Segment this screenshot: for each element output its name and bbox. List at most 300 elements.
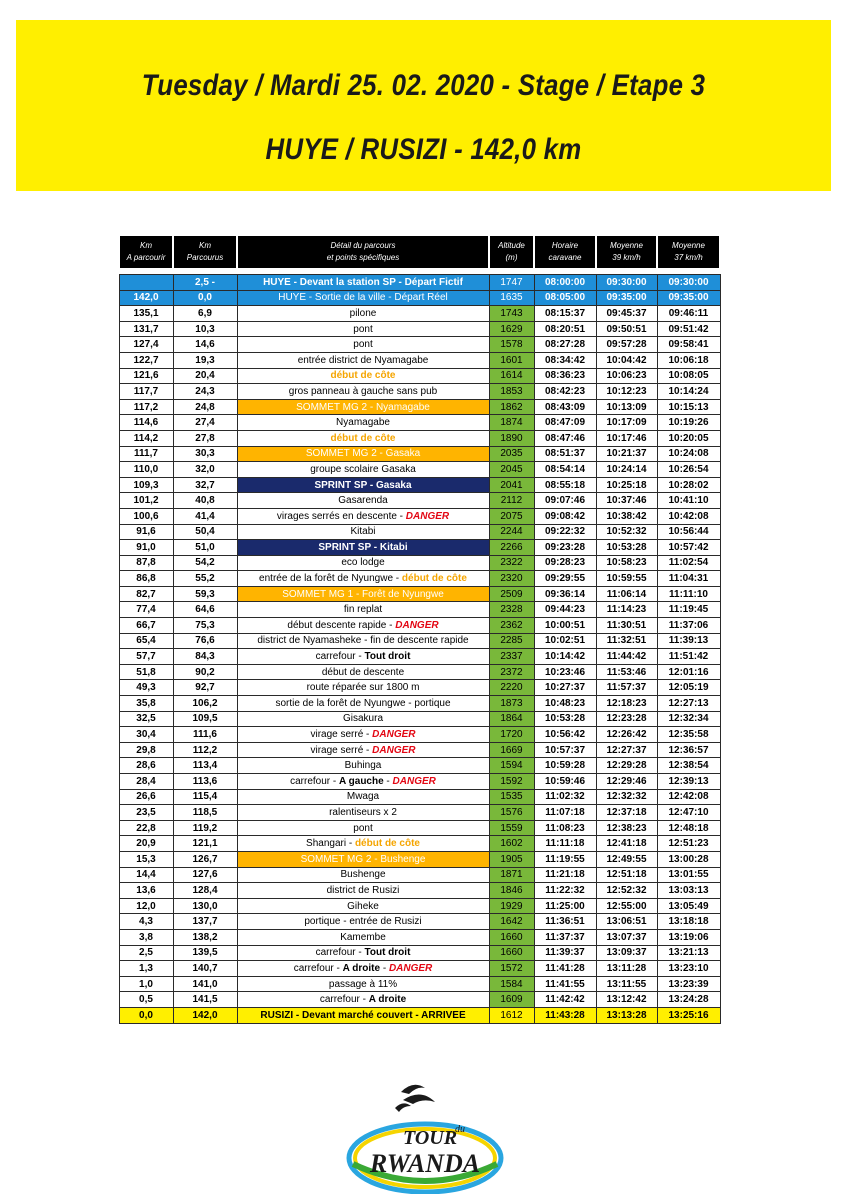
km-done-cell: 90,2 — [173, 664, 237, 680]
avg-39-time-cell: 10:38:42 — [596, 508, 657, 524]
detail-text: virage serré - — [310, 744, 373, 756]
km-done-cell: 19,3 — [173, 352, 237, 368]
caravan-time-cell: 08:36:23 — [534, 368, 596, 384]
km-to-go-cell: 29,8 — [119, 742, 173, 758]
avg-37-time-cell: 12:51:23 — [657, 836, 720, 852]
avg-39-time-cell: 10:21:37 — [596, 446, 657, 462]
table-row — [119, 618, 720, 634]
route-detail-cell — [237, 961, 489, 977]
km-to-go-cell: 0,0 — [119, 1007, 173, 1023]
km-done-cell: 27,4 — [173, 415, 237, 431]
avg-37-time-cell: 13:05:49 — [657, 898, 720, 914]
km-done-cell: 27,8 — [173, 430, 237, 446]
route-detail-cell — [237, 321, 489, 337]
route-detail-cell — [237, 415, 489, 431]
detail-text: HUYE - Sortie de la ville - Départ Réel — [278, 292, 448, 304]
km-done-cell: 32,7 — [173, 477, 237, 493]
detail-text: Kamembe — [340, 931, 386, 943]
caravan-time-cell: 08:51:37 — [534, 446, 596, 462]
km-done-cell: 10,3 — [173, 321, 237, 337]
route-detail-cell — [237, 836, 489, 852]
km-to-go-cell: 135,1 — [119, 306, 173, 322]
table-row — [119, 961, 720, 977]
avg-39-time-cell: 10:59:55 — [596, 571, 657, 587]
altitude-cell: 1601 — [489, 352, 534, 368]
altitude-cell: 1864 — [489, 711, 534, 727]
route-detail-cell — [237, 540, 489, 556]
km-to-go-cell: 91,0 — [119, 540, 173, 556]
route-detail-cell — [237, 399, 489, 415]
caravan-time-cell: 08:34:42 — [534, 352, 596, 368]
table-row — [119, 399, 720, 415]
altitude-cell: 2509 — [489, 586, 534, 602]
table-row — [119, 524, 720, 540]
route-detail-cell — [237, 555, 489, 571]
altitude-cell: 1660 — [489, 929, 534, 945]
caravan-time-cell: 09:08:42 — [534, 508, 596, 524]
altitude-cell: 1846 — [489, 883, 534, 899]
avg-37-time-cell: 10:24:08 — [657, 446, 720, 462]
table-row — [119, 462, 720, 478]
table-row — [119, 337, 720, 353]
caravan-time-cell: 08:00:00 — [534, 275, 596, 291]
avg-37-time-cell: 11:39:13 — [657, 633, 720, 649]
col-header-altitude: Altitude (m) — [489, 236, 534, 268]
table-row — [119, 976, 720, 992]
table-row — [119, 571, 720, 587]
altitude-cell: 1743 — [489, 306, 534, 322]
km-done-cell: 113,4 — [173, 758, 237, 774]
avg-39-time-cell: 11:32:51 — [596, 633, 657, 649]
km-done-cell: 137,7 — [173, 914, 237, 930]
km-done-cell: 119,2 — [173, 820, 237, 836]
detail-text: SOMMET MG 2 - Gasaka — [305, 448, 421, 460]
col-header-detail: Détail du parcours et points spécifiques — [237, 236, 489, 268]
detail-text: virage serré - — [310, 729, 373, 741]
km-to-go-cell: 77,4 — [119, 602, 173, 618]
table-row — [119, 805, 720, 821]
route-detail-cell — [237, 883, 489, 899]
route-detail-cell — [237, 290, 489, 306]
caravan-time-cell: 10:00:51 — [534, 618, 596, 634]
altitude-cell: 1905 — [489, 851, 534, 867]
altitude-cell: 1720 — [489, 727, 534, 743]
detail-text: pilone — [349, 307, 377, 319]
km-done-cell: 118,5 — [173, 805, 237, 821]
danger-label: DANGER — [405, 510, 450, 522]
avg-39-time-cell: 12:29:46 — [596, 774, 657, 790]
avg-39-time-cell: 11:14:23 — [596, 602, 657, 618]
avg-37-time-cell: 13:18:18 — [657, 914, 720, 930]
km-done-cell: 24,8 — [173, 399, 237, 415]
avg-39-time-cell: 11:06:14 — [596, 586, 657, 602]
altitude-cell: 2244 — [489, 524, 534, 540]
detail-text: carrefour - — [290, 775, 340, 787]
route-detail-cell — [237, 851, 489, 867]
km-to-go-cell: 65,4 — [119, 633, 173, 649]
km-to-go-cell: 20,9 — [119, 836, 173, 852]
caravan-time-cell: 09:07:46 — [534, 493, 596, 509]
km-to-go-cell: 109,3 — [119, 477, 173, 493]
km-done-cell: 141,5 — [173, 992, 237, 1008]
altitude-cell: 1642 — [489, 914, 534, 930]
caravan-time-cell: 11:37:37 — [534, 929, 596, 945]
km-done-cell: 64,6 — [173, 602, 237, 618]
km-to-go-cell: 114,2 — [119, 430, 173, 446]
avg-37-time-cell: 12:36:57 — [657, 742, 720, 758]
route-detail-cell — [237, 571, 489, 587]
avg-37-time-cell: 12:05:19 — [657, 680, 720, 696]
table-row — [119, 384, 720, 400]
route-detail-cell — [237, 680, 489, 696]
avg-37-time-cell: 12:39:13 — [657, 774, 720, 790]
km-to-go-cell: 127,4 — [119, 337, 173, 353]
km-to-go-cell: 49,3 — [119, 680, 173, 696]
altitude-cell: 2285 — [489, 633, 534, 649]
caravan-time-cell: 10:59:28 — [534, 758, 596, 774]
table-row — [119, 415, 720, 431]
km-done-cell: 55,2 — [173, 571, 237, 587]
detail-text: Gasarenda — [338, 495, 388, 507]
km-to-go-cell: 0,5 — [119, 992, 173, 1008]
route-detail-cell — [237, 352, 489, 368]
avg-39-time-cell: 12:27:37 — [596, 742, 657, 758]
table-row — [119, 789, 720, 805]
table-row — [119, 696, 720, 712]
avg-37-time-cell: 12:48:18 — [657, 820, 720, 836]
km-done-cell: 112,2 — [173, 742, 237, 758]
table-row — [119, 446, 720, 462]
km-to-go-cell: 51,8 — [119, 664, 173, 680]
km-done-cell: 54,2 — [173, 555, 237, 571]
km-to-go-cell — [119, 275, 173, 291]
route-detail-cell — [237, 384, 489, 400]
km-to-go-cell: 28,4 — [119, 774, 173, 790]
km-done-cell: 115,4 — [173, 789, 237, 805]
col-header-avg-39: Moyenne 39 km/h — [596, 236, 657, 268]
detail-text: Shangari - — [306, 838, 355, 850]
km-to-go-cell: 28,6 — [119, 758, 173, 774]
km-done-cell: 32,0 — [173, 462, 237, 478]
table-body — [119, 275, 720, 1024]
avg-37-time-cell: 13:03:13 — [657, 883, 720, 899]
caravan-time-cell: 11:07:18 — [534, 805, 596, 821]
km-to-go-cell: 30,4 — [119, 727, 173, 743]
caravan-time-cell: 10:02:51 — [534, 633, 596, 649]
danger-label: DANGER — [392, 775, 436, 787]
route-detail-cell — [237, 789, 489, 805]
altitude-cell: 1612 — [489, 1007, 534, 1023]
avg-39-time-cell: 12:49:55 — [596, 851, 657, 867]
climb-start-label: début de côte — [354, 838, 420, 850]
avg-39-time-cell: 13:13:28 — [596, 1007, 657, 1023]
avg-37-time-cell: 11:19:45 — [657, 602, 720, 618]
avg-37-time-cell: 10:19:26 — [657, 415, 720, 431]
table-row — [119, 945, 720, 961]
table-row — [119, 368, 720, 384]
altitude-cell: 1592 — [489, 774, 534, 790]
caravan-time-cell: 08:15:37 — [534, 306, 596, 322]
avg-37-time-cell: 10:28:02 — [657, 477, 720, 493]
table-row — [119, 711, 720, 727]
detail-text: SOMMET MG 1 - Forêt de Nyungwe — [282, 588, 444, 600]
avg-39-time-cell: 10:12:23 — [596, 384, 657, 400]
detail-text: ralentiseurs x 2 — [329, 806, 397, 818]
altitude-cell: 2035 — [489, 446, 534, 462]
route-detail-cell — [237, 493, 489, 509]
km-to-go-cell: 1,0 — [119, 976, 173, 992]
danger-label: DANGER — [388, 962, 433, 974]
route-detail-cell — [237, 664, 489, 680]
detail-text: gros panneau à gauche sans pub — [288, 385, 438, 397]
km-to-go-cell: 121,6 — [119, 368, 173, 384]
climb-start-label: début de côte — [330, 370, 396, 382]
detail-text: fin replat — [343, 604, 383, 616]
table-row — [119, 352, 720, 368]
km-to-go-cell: 66,7 — [119, 618, 173, 634]
avg-39-time-cell: 11:53:46 — [596, 664, 657, 680]
route-detail-cell — [237, 337, 489, 353]
detail-text: pont — [353, 339, 373, 351]
table-row — [119, 633, 720, 649]
caravan-time-cell: 11:42:42 — [534, 992, 596, 1008]
km-done-cell: 109,5 — [173, 711, 237, 727]
detail-text: Tout droit — [364, 651, 411, 663]
avg-39-time-cell: 12:38:23 — [596, 820, 657, 836]
caravan-time-cell: 10:14:42 — [534, 649, 596, 665]
altitude-cell: 2266 — [489, 540, 534, 556]
avg-39-time-cell: 10:13:09 — [596, 399, 657, 415]
stage-header — [16, 20, 831, 191]
altitude-cell: 1890 — [489, 430, 534, 446]
avg-37-time-cell: 12:47:10 — [657, 805, 720, 821]
route-detail-cell — [237, 368, 489, 384]
detail-text: SPRINT SP - Kitabi — [318, 541, 408, 553]
avg-39-time-cell: 12:26:42 — [596, 727, 657, 743]
avg-39-time-cell: 12:37:18 — [596, 805, 657, 821]
detail-text: A droite — [342, 962, 381, 974]
km-done-cell: 141,0 — [173, 976, 237, 992]
route-detail-cell — [237, 758, 489, 774]
table-row — [119, 820, 720, 836]
altitude-cell: 1874 — [489, 415, 534, 431]
km-to-go-cell: 131,7 — [119, 321, 173, 337]
avg-37-time-cell: 10:15:13 — [657, 399, 720, 415]
climb-start-label: début de côte — [330, 432, 396, 444]
caravan-time-cell: 08:47:46 — [534, 430, 596, 446]
detail-text: passage à 11% — [328, 978, 398, 990]
km-done-cell: 59,3 — [173, 586, 237, 602]
table-row — [119, 1007, 720, 1023]
km-done-cell: 40,8 — [173, 493, 237, 509]
km-to-go-cell: 12,0 — [119, 898, 173, 914]
detail-text: A droite — [368, 994, 407, 1006]
avg-39-time-cell: 10:17:09 — [596, 415, 657, 431]
caravan-time-cell: 11:41:28 — [534, 961, 596, 977]
altitude-cell: 1576 — [489, 805, 534, 821]
km-done-cell: 138,2 — [173, 929, 237, 945]
avg-37-time-cell: 10:26:54 — [657, 462, 720, 478]
avg-39-time-cell: 10:04:42 — [596, 352, 657, 368]
detail-text: SPRINT SP - Gasaka — [314, 479, 412, 491]
altitude-cell: 2075 — [489, 508, 534, 524]
km-done-cell: 92,7 — [173, 680, 237, 696]
col-header-avg-37: Moyenne 37 km/h — [657, 236, 720, 268]
altitude-cell: 1609 — [489, 992, 534, 1008]
route-detail-cell — [237, 914, 489, 930]
route-detail-cell — [237, 976, 489, 992]
km-done-cell: 76,6 — [173, 633, 237, 649]
avg-37-time-cell: 12:42:08 — [657, 789, 720, 805]
detail-text: entrée district de Nyamagabe — [297, 354, 429, 366]
altitude-cell: 1660 — [489, 945, 534, 961]
detail-text: carrefour - — [315, 947, 365, 959]
table-row — [119, 774, 720, 790]
route-detail-cell — [237, 633, 489, 649]
avg-39-time-cell: 09:30:00 — [596, 275, 657, 291]
climb-start-label: début de côte — [401, 573, 467, 585]
avg-39-time-cell: 11:57:37 — [596, 680, 657, 696]
km-done-cell: 50,4 — [173, 524, 237, 540]
avg-37-time-cell: 12:35:58 — [657, 727, 720, 743]
avg-39-time-cell: 13:12:42 — [596, 992, 657, 1008]
km-to-go-cell: 87,8 — [119, 555, 173, 571]
km-done-cell: 142,0 — [173, 1007, 237, 1023]
avg-39-time-cell: 12:32:32 — [596, 789, 657, 805]
caravan-time-cell: 08:05:00 — [534, 290, 596, 306]
altitude-cell: 2362 — [489, 618, 534, 634]
km-to-go-cell: 101,2 — [119, 493, 173, 509]
km-to-go-cell: 110,0 — [119, 462, 173, 478]
avg-37-time-cell: 13:24:28 — [657, 992, 720, 1008]
altitude-cell: 2328 — [489, 602, 534, 618]
table-row — [119, 586, 720, 602]
avg-37-time-cell: 10:57:42 — [657, 540, 720, 556]
table-row — [119, 851, 720, 867]
km-to-go-cell: 4,3 — [119, 914, 173, 930]
km-done-cell: 140,7 — [173, 961, 237, 977]
km-to-go-cell: 91,6 — [119, 524, 173, 540]
detail-text: pont — [353, 323, 373, 335]
caravan-time-cell: 08:43:09 — [534, 399, 596, 415]
km-done-cell: 20,4 — [173, 368, 237, 384]
detail-text: eco lodge — [341, 557, 385, 569]
route-detail-cell — [237, 462, 489, 478]
caravan-time-cell: 11:21:18 — [534, 867, 596, 883]
table-row — [119, 929, 720, 945]
altitude-cell: 1614 — [489, 368, 534, 384]
avg-37-time-cell: 10:41:10 — [657, 493, 720, 509]
route-detail-cell — [237, 711, 489, 727]
route-detail-cell — [237, 649, 489, 665]
altitude-cell: 1584 — [489, 976, 534, 992]
km-done-cell: 128,4 — [173, 883, 237, 899]
avg-37-time-cell: 09:35:00 — [657, 290, 720, 306]
km-to-go-cell: 86,8 — [119, 571, 173, 587]
km-to-go-cell: 3,8 — [119, 929, 173, 945]
danger-label: DANGER — [395, 619, 439, 631]
route-detail-cell — [237, 805, 489, 821]
avg-39-time-cell: 13:11:28 — [596, 961, 657, 977]
table-row — [119, 649, 720, 665]
detail-text: début descente rapide - — [287, 619, 396, 631]
route-detail-cell — [237, 992, 489, 1008]
km-to-go-cell: 1,3 — [119, 961, 173, 977]
table-row — [119, 742, 720, 758]
route-detail-cell — [237, 774, 489, 790]
km-done-cell: 111,6 — [173, 727, 237, 743]
altitude-cell: 2220 — [489, 680, 534, 696]
detail-text: portique - entrée de Rusizi — [304, 916, 422, 928]
avg-39-time-cell: 13:11:55 — [596, 976, 657, 992]
caravan-time-cell: 10:27:37 — [534, 680, 596, 696]
caravan-time-cell: 09:29:55 — [534, 571, 596, 587]
table-row — [119, 508, 720, 524]
table-row — [119, 914, 720, 930]
avg-39-time-cell: 12:55:00 — [596, 898, 657, 914]
altitude-cell: 1853 — [489, 384, 534, 400]
col-header-km-done: Km Parcourus — [173, 236, 237, 268]
avg-39-time-cell: 09:35:00 — [596, 290, 657, 306]
km-done-cell: 0,0 — [173, 290, 237, 306]
km-to-go-cell: 100,6 — [119, 508, 173, 524]
km-done-cell: 75,3 — [173, 618, 237, 634]
km-done-cell: 113,6 — [173, 774, 237, 790]
km-done-cell: 127,6 — [173, 867, 237, 883]
caravan-time-cell: 08:27:28 — [534, 337, 596, 353]
route-detail-cell — [237, 508, 489, 524]
caravan-time-cell: 08:55:18 — [534, 477, 596, 493]
avg-37-time-cell: 13:00:28 — [657, 851, 720, 867]
detail-text: sortie de la forêt de Nyungwe - portique — [275, 697, 451, 709]
avg-37-time-cell: 10:08:05 — [657, 368, 720, 384]
stage-route-title: HUYE / RUSIZI - 142,0 km — [265, 133, 582, 166]
km-to-go-cell: 15,3 — [119, 851, 173, 867]
avg-37-time-cell: 12:01:16 — [657, 664, 720, 680]
caravan-time-cell: 08:42:23 — [534, 384, 596, 400]
km-done-cell: 139,5 — [173, 945, 237, 961]
detail-text: A gauche — [339, 775, 384, 787]
avg-39-time-cell: 12:29:28 — [596, 758, 657, 774]
caravan-time-cell: 11:11:18 — [534, 836, 596, 852]
km-done-cell: 6,9 — [173, 306, 237, 322]
avg-37-time-cell: 12:38:54 — [657, 758, 720, 774]
km-done-cell: 126,7 — [173, 851, 237, 867]
altitude-cell: 2322 — [489, 555, 534, 571]
detail-text: SOMMET MG 2 - Bushenge — [300, 853, 426, 865]
km-to-go-cell: 114,6 — [119, 415, 173, 431]
detail-text: virages serrés en descente - — [276, 510, 406, 522]
km-done-cell: 30,3 — [173, 446, 237, 462]
caravan-time-cell: 11:36:51 — [534, 914, 596, 930]
avg-39-time-cell: 10:58:23 — [596, 555, 657, 571]
detail-text: Bushenge — [340, 869, 386, 881]
route-detail-cell — [237, 820, 489, 836]
detail-text: - — [383, 775, 393, 787]
danger-label: DANGER — [372, 729, 416, 741]
detail-text: Kitabi — [350, 526, 376, 538]
km-to-go-cell: 122,7 — [119, 352, 173, 368]
detail-text: district de Nyamasheke - fin de descente rapide — [257, 635, 469, 647]
altitude-cell: 1929 — [489, 898, 534, 914]
altitude-cell: 2337 — [489, 649, 534, 665]
avg-37-time-cell: 10:56:44 — [657, 524, 720, 540]
table-row — [119, 555, 720, 571]
route-detail-cell — [237, 430, 489, 446]
avg-37-time-cell: 11:11:10 — [657, 586, 720, 602]
altitude-cell: 1602 — [489, 836, 534, 852]
caravan-time-cell: 09:22:32 — [534, 524, 596, 540]
